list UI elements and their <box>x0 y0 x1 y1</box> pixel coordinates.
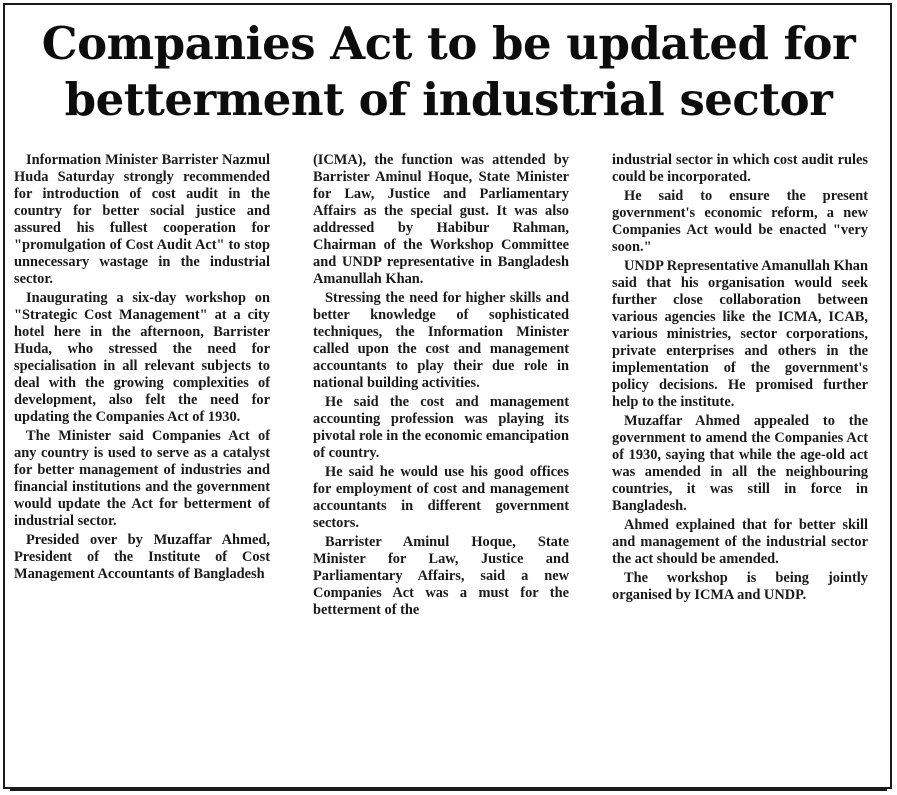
article-column-2 <box>313 152 569 621</box>
paragraph: Muzaffar Ahmed appealed to the government to amend the Companies Act of 1930, saying that while the age-old act was amended in all the neighbouring countries, it was still in force in Bangladesh. <box>612 413 868 514</box>
paragraph: Stressing the need for higher skills and better knowledge of sophisticated techniques, the Information Minister called upon the cost and management accountants to play their due role in national building activities. <box>313 290 569 391</box>
paragraph: The workshop is being jointly organised by ICMA and UNDP. <box>612 570 868 603</box>
paragraph: industrial sector in which cost audit rules could be incorporated. <box>612 152 868 185</box>
paragraph: (ICMA), the function was attended by Barrister Aminul Hoque, State Minister for Law, Justice and Parliamentary Affairs as the special gust. It was also addressed by Habibur Rahman, Chairman of the Workshop Committee and UNDP representative in Bangladesh Amanullah Khan. <box>313 152 569 287</box>
headline-line-2: betterment of industrial sector <box>64 73 833 126</box>
article-column-3 <box>612 152 868 606</box>
paragraph: UNDP Representative Amanullah Khan said that his organisation would seek further close collaboration between various agencies like the ICMA, ICAB, various ministries, sector corporations, private enterprises and others in the implementation of the government's policy decisions. He promised further help to the institute. <box>612 258 868 410</box>
paragraph: He said he would use his good offices for employment of cost and management accountants in different government sectors. <box>313 464 569 531</box>
paragraph: He said the cost and management accounting profession was playing its pivotal role in the economic emancipation of country. <box>313 394 569 461</box>
paragraph: Presided over by Muzaffar Ahmed, President of the Institute of Cost Management Accountants of Bangladesh <box>14 532 270 582</box>
paragraph: Inaugurating a six-day workshop on "Strategic Cost Management" at a city hotel here in the afternoon, Barrister Huda, who stressed the need for specialisation in all relevant subjects to deal with the growing complexities of development, also felt the need for updating the Companies Act of 1930. <box>14 290 270 425</box>
article-column-1 <box>14 152 270 585</box>
paragraph: Information Minister Barrister Nazmul Huda Saturday strongly recommended for introduction of cost audit in the country for better social justice and assured his fullest cooperation for "promulgation of Cost Audit Act" to stop unnecessary wastage in the industrial sector. <box>14 152 270 287</box>
paragraph: Ahmed explained that for better skill and management of the industrial sector the act should be amended. <box>612 517 868 567</box>
headline-line-1: Companies Act to be updated for <box>41 17 856 70</box>
paragraph: Barrister Aminul Hoque, State Minister for Law, Justice and Parliamentary Affairs, said a new Companies Act was a must for the betterment of the <box>313 534 569 618</box>
headline <box>6 16 891 128</box>
paragraph: He said to ensure the present government's economic reform, a new Companies Act would be enacted "very soon." <box>612 188 868 255</box>
paragraph: The Minister said Companies Act of any country is used to serve as a catalyst for better management of industries and financial institutions and the government would update the Act for betterment of industrial sector. <box>14 428 270 529</box>
bottom-rule <box>10 788 887 791</box>
